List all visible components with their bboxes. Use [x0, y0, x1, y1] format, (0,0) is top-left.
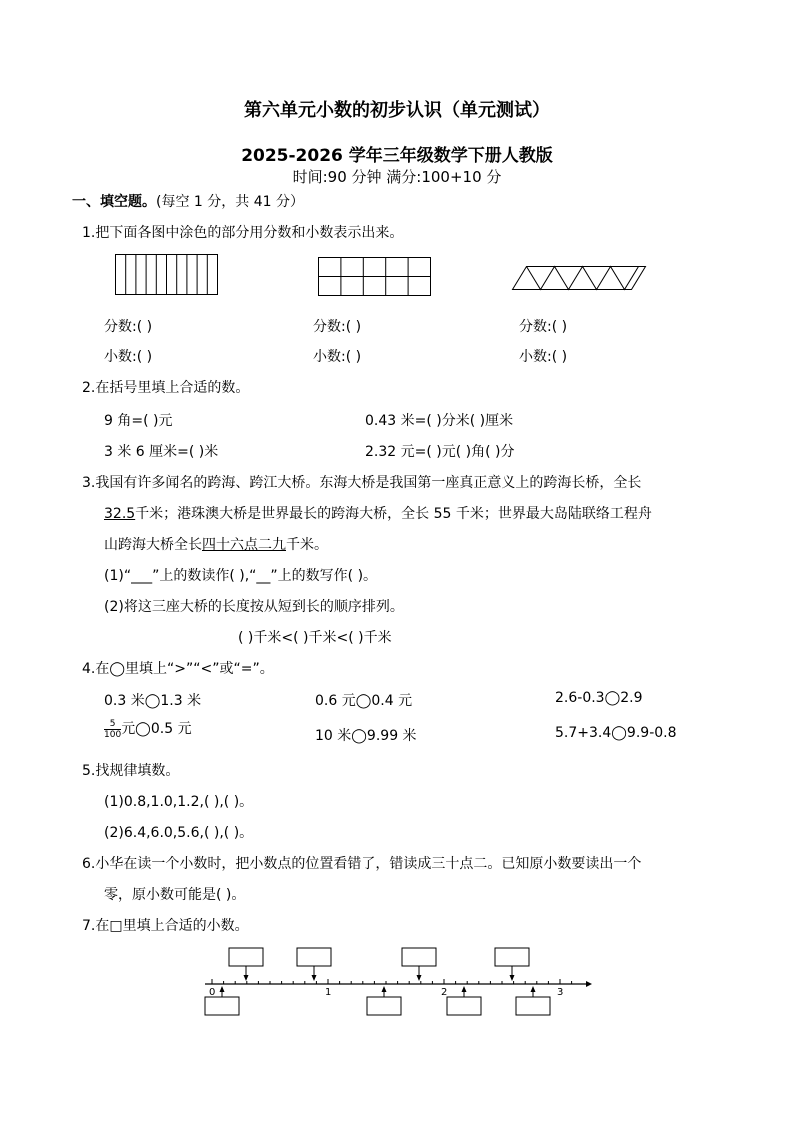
figure-triangles	[512, 266, 652, 292]
q2-item-a[interactable]: 9 角=( )元	[104, 413, 173, 429]
fraction-answer-a[interactable]: 分数:( )	[104, 319, 153, 335]
q3-line2-text: 千米；港珠澳大桥是世界最长的跨海大桥，全长 55 千米；世界最大岛陆联络工程舟	[135, 506, 652, 522]
underlined-number: 32.5	[104, 506, 136, 522]
q2-item-d[interactable]: 2.32 元=( )元( )角( )分	[365, 444, 515, 460]
answer-box-bottom-1[interactable]	[205, 997, 239, 1015]
section-heading	[72, 191, 304, 211]
decimal-answer-a[interactable]: 小数:( )	[104, 349, 153, 365]
q5-item-a[interactable]: (1)0.8,1.0,1.2,( ),( )。	[104, 794, 254, 810]
answer-box-top-2[interactable]	[297, 948, 331, 966]
answer-box-top-3[interactable]	[402, 948, 436, 966]
q4-item-d[interactable]	[104, 718, 192, 740]
tick-label: 1	[325, 987, 332, 998]
fraction-numerator: 5	[104, 719, 121, 730]
question-7: 7.在□里填上合适的小数。	[82, 918, 249, 934]
page-title: 第六单元小数的初步认识（单元测试）	[244, 100, 550, 121]
tick-label: 3	[557, 987, 564, 998]
page-subtitle: 2025-2026 学年三年级数学下册人教版	[241, 146, 553, 166]
q4-item-f[interactable]: 5.7+3.4◯9.9-0.8	[555, 725, 677, 741]
time-info: 时间:90 分钟 满分:100+10 分	[292, 168, 502, 186]
q4-item-b[interactable]: 0.6 元◯0.4 元	[315, 693, 413, 709]
q4-item-a[interactable]: 0.3 米◯1.3 米	[104, 693, 202, 709]
fraction	[104, 719, 121, 740]
q2-item-b[interactable]: 0.43 米=( )分米( )厘米	[365, 413, 514, 429]
q4-item-c[interactable]: 2.6-0.3◯2.9	[555, 690, 643, 706]
q2-item-c[interactable]: 3 米 6 厘米=( )米	[104, 444, 219, 460]
question-4: 4.在◯里填上“>”“<”或“=”。	[82, 661, 274, 677]
question-1: 1.把下面各图中涂色的部分用分数和小数表示出来。	[82, 225, 404, 241]
q5-item-b[interactable]: (2)6.4,6.0,5.6,( ),( )。	[104, 825, 254, 841]
question-3-line2	[104, 503, 652, 523]
q3-line3-pre: 山跨海大桥全长	[104, 537, 202, 553]
q3-line3-post: 千米。	[286, 537, 328, 553]
decimal-answer-b[interactable]: 小数:( )	[313, 349, 362, 365]
fraction-denominator: 100	[104, 729, 122, 740]
figure-grid	[318, 257, 438, 299]
answer-box-bottom-2[interactable]	[367, 997, 401, 1015]
fraction-answer-c[interactable]: 分数:( )	[519, 319, 568, 335]
tick-label: 0	[209, 987, 216, 998]
question-2: 2.在括号里填上合适的数。	[82, 380, 250, 396]
question-5: 5.找规律填数。	[82, 763, 180, 779]
number-line	[200, 944, 600, 1024]
q3-sub2: (2)将这三座大桥的长度按从短到长的顺序排列。	[104, 599, 404, 615]
answer-box-bottom-4[interactable]	[516, 997, 550, 1015]
question-6-line2[interactable]: 零，原小数可能是( )。	[104, 887, 246, 903]
question-3-line3	[104, 534, 328, 554]
q3-order[interactable]: ( )千米<( )千米<( )千米	[238, 630, 392, 646]
section-note: (每空 1 分，共 41 分）	[156, 194, 304, 210]
answer-box-top-4[interactable]	[495, 948, 529, 966]
decimal-answer-c[interactable]: 小数:( )	[519, 349, 568, 365]
q4-item-d-text: 元◯0.5 元	[121, 721, 192, 737]
answer-box-bottom-3[interactable]	[447, 997, 481, 1015]
figure-strips	[115, 254, 225, 296]
section-title: 一、填空题。	[72, 194, 156, 210]
q4-item-e[interactable]: 10 米◯9.99 米	[315, 728, 417, 744]
q3-sub1[interactable]: (1)“___”上的数读作( ),“__”上的数写作( )。	[104, 568, 378, 584]
fraction-answer-b[interactable]: 分数:( )	[313, 319, 362, 335]
question-3-line1: 3.我国有许多闻名的跨海、跨江大桥。东海大桥是我国第一座真正意义上的跨海长桥，全长	[82, 475, 642, 491]
underlined-words: 四十六点二九	[202, 537, 286, 553]
question-6-line1: 6.小华在读一个小数时，把小数点的位置看错了，错读成三十点二。已知原小数要读出一个	[82, 856, 642, 872]
answer-box-top-1[interactable]	[229, 948, 263, 966]
tick-label: 2	[441, 987, 448, 998]
